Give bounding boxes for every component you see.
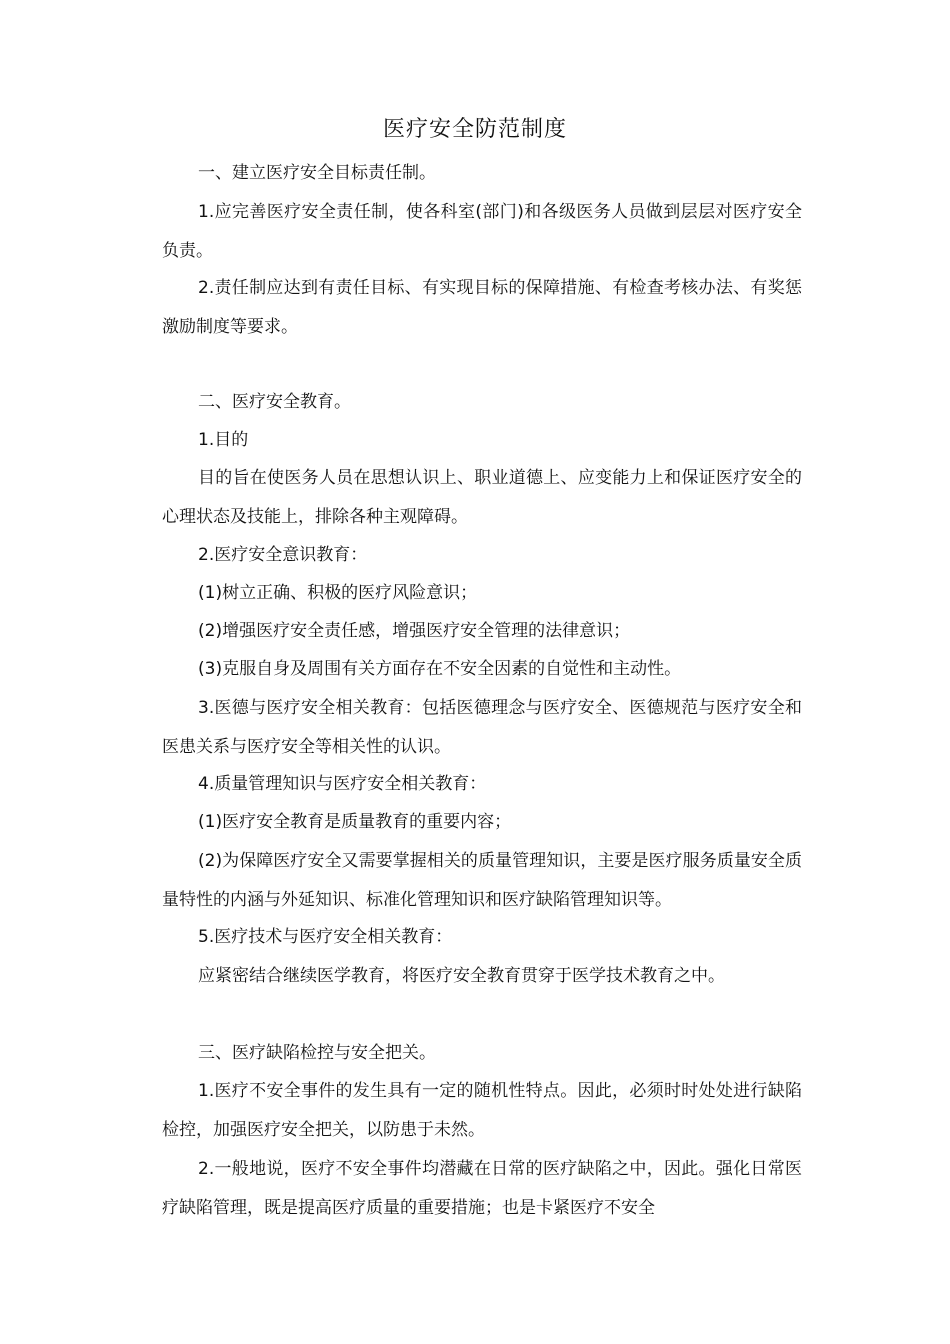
paragraph: 1.目的 [198,430,249,450]
list-item: (2)增强医疗安全责任感，增强医疗安全管理的法律意识； [198,621,631,641]
paragraph: 5.医疗技术与医疗安全相关教育： [198,927,453,947]
list-item: (1)树立正确、积极的医疗风险意识； [198,583,478,603]
document-title: 医疗安全防范制度 [382,117,567,142]
list-item: (2)为保障医疗安全又需要掌握相关的质量管理知识，主要是医疗服务质量安全质量特性的内涵与外延知识、标准化管理知识和医疗缺陷管理知识等。 [162,851,802,910]
paragraph: 应紧密结合继续医学教育，将医疗安全教育贯穿于医学技术教育之中。 [198,966,725,986]
paragraph: 4.质量管理知识与医疗安全相关教育： [198,774,487,794]
section-heading-1: 一、建立医疗安全目标责任制。 [198,163,436,183]
paragraph: 3.医德与医疗安全相关教育：包括医德理念与医疗安全、医德规范与医疗安全和医患关系与医疗安全等相关性的认识。 [162,698,802,757]
paragraph: 2.医疗安全意识教育： [198,545,368,565]
paragraph: 目的旨在使医务人员在思想认识上、职业道德上、应变能力上和保证医疗安全的心理状态及技能上，排除各种主观障碍。 [162,468,802,527]
list-item: (3)克服自身及周围有关方面存在不安全因素的自觉性和主动性。 [198,659,682,679]
paragraph: 2.责任制应达到有责任目标、有实现目标的保障措施、有检查考核办法、有奖惩激励制度等要求。 [162,278,802,337]
list-item: (1)医疗安全教育是质量教育的重要内容； [198,812,512,832]
section-heading-2: 二、医疗安全教育。 [198,392,351,412]
paragraph: 1.应完善医疗安全责任制，使各科室(部门)和各级医务人员做到层层对医疗安全负责。 [162,202,802,261]
paragraph: 2.一般地说，医疗不安全事件均潜藏在日常的医疗缺陷之中，因此。强化日常医疗缺陷管理，既是提高医疗质量的重要措施；也是卡紧医疗不安全 [162,1159,802,1218]
section-heading-3: 三、医疗缺陷检控与安全把关。 [198,1043,436,1063]
paragraph: 1.医疗不安全事件的发生具有一定的随机性特点。因此，必须时时处处进行缺陷检控，加强医疗安全把关，以防患于未然。 [162,1081,802,1140]
